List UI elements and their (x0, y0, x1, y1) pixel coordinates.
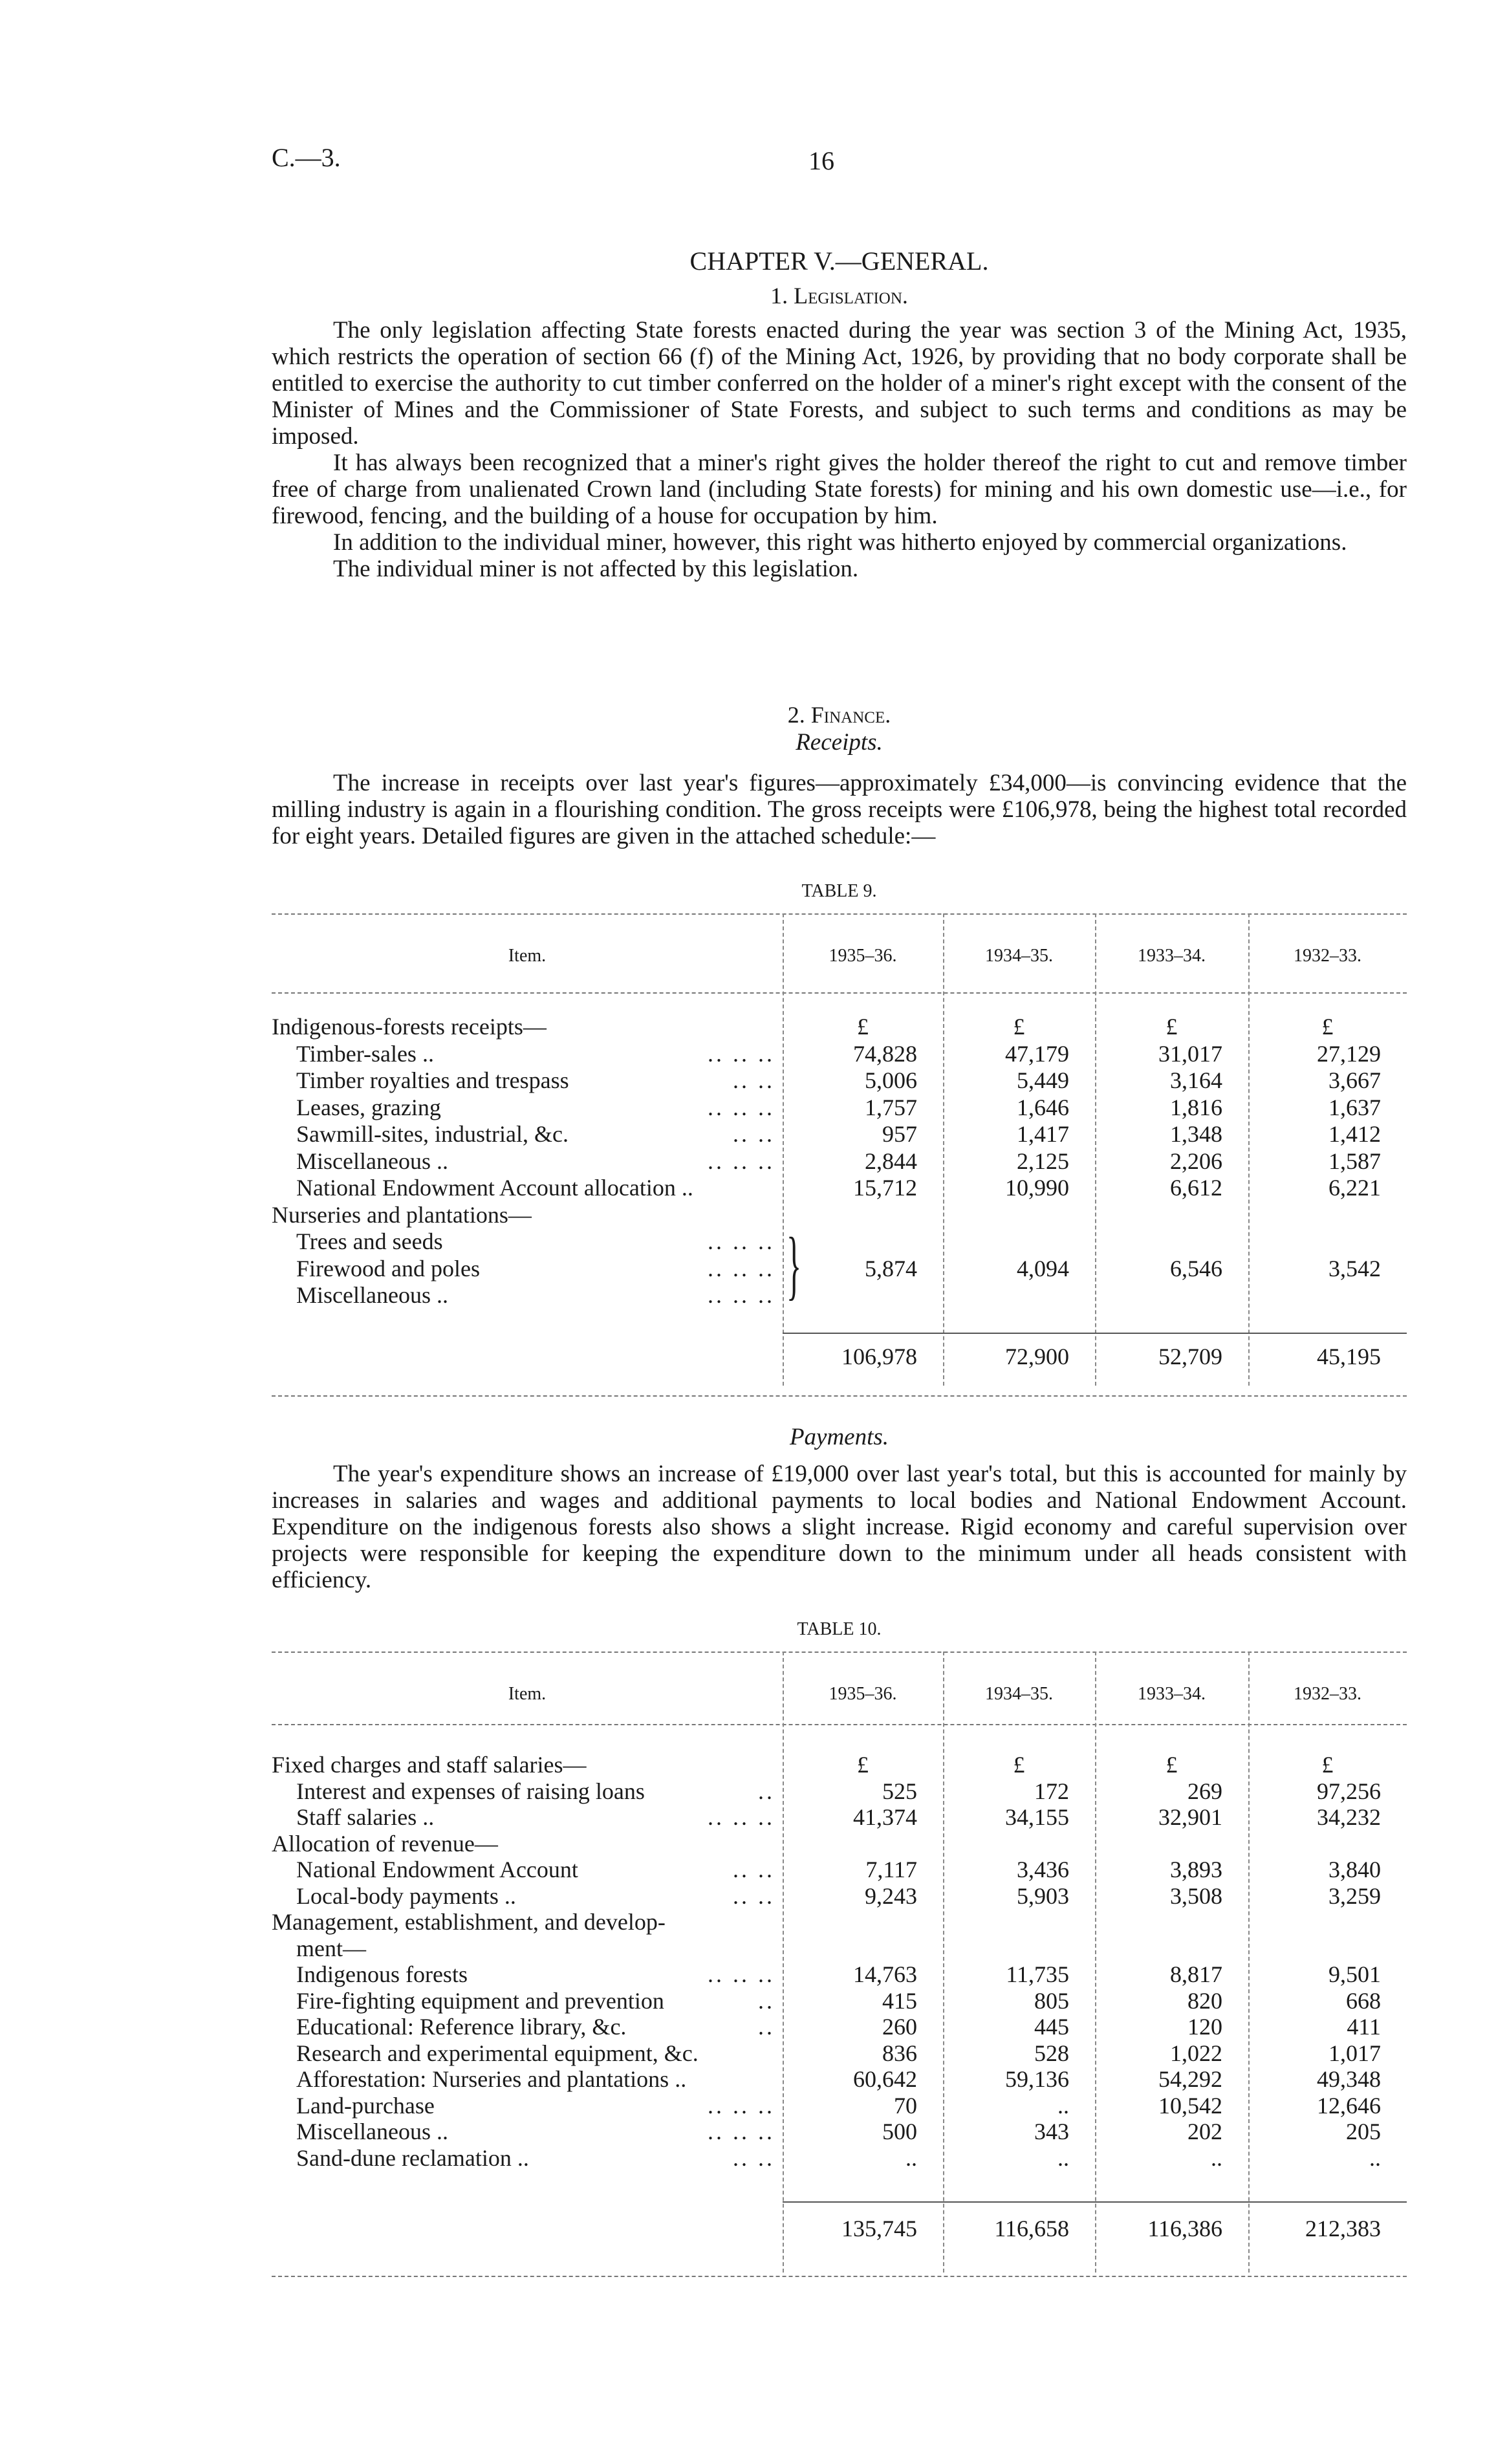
row-label (296, 1883, 783, 1910)
table-top-rule (272, 913, 1407, 915)
cell-value: 47,179 (1005, 1040, 1069, 1067)
cell-value: 668 (1346, 1987, 1381, 2014)
cell-value: 2,125 (1017, 1148, 1069, 1174)
column-header: 1935–36. (829, 946, 897, 966)
cell-value: 445 (1034, 2014, 1069, 2040)
table-bottom-rule (272, 1395, 1407, 1397)
leader-dots: .. .. .. (708, 2119, 775, 2144)
row-label (296, 1778, 783, 1805)
cell-value: 820 (1187, 1987, 1222, 2014)
cell-value: 411 (1347, 2014, 1381, 2040)
row-label-text: Indigenous forests (296, 1961, 468, 1987)
table-row (272, 1014, 1407, 1040)
cell-value: 34,155 (1005, 1804, 1069, 1830)
row-label-text: Fire-fighting equipment and prevention (296, 1987, 664, 2014)
payments-heading: Payments. (789, 1424, 889, 1450)
total-value: 135,745 (841, 2216, 917, 2241)
cell-value: £ (857, 1014, 869, 1040)
leader-dots: .. .. .. (708, 2092, 775, 2119)
cell-value: 60,642 (853, 2066, 917, 2092)
row-label-text: ment— (296, 1935, 366, 1961)
leader-dots: .. .. .. (708, 1804, 775, 1830)
row-label (272, 1752, 783, 1778)
cell-value: 9,243 (865, 1882, 917, 1909)
table-row (272, 1909, 1407, 1935)
leader-dots: .. .. (733, 2144, 775, 2171)
cell-value: .. (1369, 2144, 1381, 2171)
row-label (296, 1961, 783, 1988)
cell-value: 202 (1187, 2119, 1222, 2144)
total-value: 106,978 (841, 1344, 917, 1369)
row-label (296, 2066, 783, 2093)
cell-value: £ (1165, 1014, 1178, 1040)
leader-dots: .. .. .. (708, 1094, 775, 1120)
leader-dots: .. .. (733, 1121, 775, 1147)
table-row (272, 1067, 1407, 1094)
cell-value: 805 (1034, 1987, 1069, 2014)
total-value: 45,195 (1317, 1344, 1381, 1369)
section-heading-finance: 2. Finance. (787, 702, 891, 728)
cell-value: 343 (1034, 2119, 1069, 2144)
cell-value: £ (1321, 1752, 1334, 1778)
cell-value: 12,646 (1317, 2092, 1381, 2119)
row-label (296, 2014, 783, 2040)
row-label (296, 1148, 783, 1175)
leader-dots: .. .. .. (708, 1148, 775, 1174)
total-value: 116,386 (1147, 2216, 1222, 2241)
cell-value: 5,903 (1017, 1882, 1069, 1909)
row-label-text: Miscellaneous .. (296, 1282, 448, 1308)
row-label-text: Indigenous-forests receipts— (272, 1014, 547, 1040)
legislation-text (272, 317, 1407, 582)
row-label-text: Sand-dune reclamation .. (296, 2144, 529, 2171)
row-label (296, 1988, 783, 2014)
table9-title: TABLE 9. (801, 881, 877, 901)
table-row (272, 1804, 1407, 1831)
cell-value: £ (1013, 1752, 1025, 1778)
row-label-text: Timber-sales .. (296, 1040, 434, 1067)
cell-value: 1,417 (1017, 1121, 1069, 1147)
receipts-heading: Receipts. (796, 729, 883, 756)
leader-dots: .. (758, 1778, 775, 1804)
cell-value: 205 (1346, 2119, 1381, 2144)
row-label-text: Firewood and poles (296, 1255, 480, 1281)
cell-value: .. (1057, 2144, 1069, 2171)
cell-value: 41,374 (853, 1804, 917, 1830)
table-row (272, 1095, 1407, 1121)
cell-value: 528 (1034, 2040, 1069, 2066)
table-row (272, 1778, 1407, 1805)
section-heading-legislation: 1. Legislation. (770, 283, 908, 309)
row-label-text: National Endowment Account allocation .. (296, 1175, 693, 1201)
cell-value: 59,136 (1005, 2066, 1069, 2092)
cell-value: £ (857, 1752, 869, 1778)
table-row (272, 1988, 1407, 2014)
cell-value: 1,637 (1328, 1094, 1381, 1120)
cell-value: .. (905, 2144, 917, 2171)
cell-value: 836 (882, 2040, 917, 2066)
row-label-text: Research and experimental equipment, &c. (296, 2040, 699, 2066)
cell-value: 6,221 (1328, 1175, 1381, 1201)
leader-dots: .. .. .. (708, 1040, 775, 1067)
cell-value: 1,587 (1328, 1148, 1381, 1174)
cell-value: 957 (882, 1121, 917, 1147)
document-reference: C.—3. (272, 143, 341, 172)
cell-value: 1,757 (865, 1094, 917, 1120)
row-label (272, 1202, 783, 1228)
cell-value: 3,259 (1328, 1882, 1381, 1909)
table-row (272, 2093, 1407, 2119)
cell-value: 3,436 (1017, 1857, 1069, 1882)
paragraph: The increase in receipts over last year's figures—approximately £34,000—is convincing evidence that the milling industry is again in a flourishing condition. The gross receipts were £106,978, being the highest total recorded for eight years. Detailed figures are given in the attached schedule:— (272, 770, 1407, 849)
paragraph: In addition to the individual miner, however, this right was hitherto enjoyed by commercial organizations. (333, 529, 1347, 556)
table-row (272, 1883, 1407, 1910)
row-label-text: Trees and seeds (296, 1228, 443, 1254)
cell-value: 34,232 (1317, 1804, 1381, 1830)
row-label-text: Timber royalties and trespass (296, 1067, 569, 1093)
table-row (272, 1831, 1407, 1857)
table-bottom-rule (272, 2276, 1407, 2277)
cell-value: 7,117 (865, 1857, 917, 1882)
row-label-text: Miscellaneous .. (296, 2119, 448, 2144)
cell-value: 1,022 (1170, 2040, 1222, 2066)
cell-value: 49,348 (1317, 2066, 1381, 2092)
table-row (272, 1148, 1407, 1175)
leader-dots: .. .. .. (708, 1228, 775, 1254)
cell-value: 97,256 (1317, 1778, 1381, 1804)
cell-value: 1,412 (1328, 1121, 1381, 1147)
row-label (296, 2145, 783, 2172)
paragraph: The individual miner is not affected by this legislation. (333, 556, 859, 582)
table-row (272, 1961, 1407, 1988)
paragraph: The year's expenditure shows an increase of £19,000 over last year's total, but this is accounted for mainly by increases in salaries and wages and additional payments to local bodies and National Endowment Account. Expenditure on the indigenous forests also shows a slight increase. Rigid economy and careful supervision over projects were responsible for keeping the expenditure down to the minimum under all heads consistent with efficiency. (272, 1461, 1407, 1593)
row-label (272, 1831, 783, 1857)
row-label-text: Nurseries and plantations— (272, 1201, 532, 1228)
row-label (296, 1282, 783, 1309)
cell-value: 1,017 (1328, 2040, 1381, 2066)
cell-value: 8,817 (1170, 1961, 1222, 1987)
table-row (272, 1282, 1407, 1309)
column-header: 1932–33. (1294, 1684, 1361, 1704)
paragraph: It has always been recognized that a miner's right gives the holder thereof the right to cut and remove timber free of charge from unalienated Crown land (including State forests) for mining and his own domestic use—i.e., for firewood, fencing, and the building of a house for occupation by him. (272, 450, 1407, 529)
cell-value: 31,017 (1158, 1040, 1222, 1067)
cell-value: £ (1013, 1014, 1025, 1040)
cell-value: 3,840 (1328, 1857, 1381, 1882)
table9 (272, 913, 1407, 1405)
totals-row (272, 2216, 1407, 2242)
cell-value: 5,874 (865, 1255, 917, 1281)
cell-value: 3,508 (1170, 1882, 1222, 1909)
leader-dots: .. .. .. (708, 1282, 775, 1308)
leader-dots: .. .. (733, 1882, 775, 1909)
totals-row (272, 1344, 1407, 1370)
cell-value: 5,449 (1017, 1067, 1069, 1093)
cell-value: 10,542 (1158, 2092, 1222, 2119)
cell-value: 2,206 (1170, 1148, 1222, 1174)
cell-value: 54,292 (1158, 2066, 1222, 2092)
cell-value: 27,129 (1317, 1040, 1381, 1067)
row-label (296, 1228, 783, 1255)
row-label (296, 2040, 783, 2067)
column-header: 1933–34. (1138, 946, 1206, 966)
payments-text (272, 1461, 1407, 1593)
header-rule (272, 1724, 1407, 1725)
cell-value: 3,164 (1170, 1067, 1222, 1093)
row-label-text: Sawmill-sites, industrial, &c. (296, 1121, 569, 1147)
cell-value: .. (1057, 2092, 1069, 2119)
cell-value: 415 (882, 1987, 917, 2014)
cell-value: 32,901 (1158, 1804, 1222, 1830)
cell-value: 6,546 (1170, 1255, 1222, 1281)
row-label-text: Miscellaneous .. (296, 1148, 448, 1174)
column-header: 1933–34. (1138, 1684, 1206, 1704)
totals-rule (783, 1333, 1407, 1334)
row-label-text: Management, establishment, and develop- (272, 1909, 666, 1935)
total-value: 72,900 (1005, 1344, 1069, 1369)
cell-value: 1,348 (1170, 1121, 1222, 1147)
total-value: 212,383 (1305, 2216, 1381, 2241)
table-row (272, 1857, 1407, 1883)
row-label (296, 1256, 783, 1282)
cell-value: 525 (882, 1778, 917, 1804)
cell-value: 3,667 (1328, 1067, 1381, 1093)
row-label (296, 1041, 783, 1067)
cell-value: 10,990 (1005, 1175, 1069, 1201)
cell-value: .. (1211, 2144, 1222, 2171)
row-label-text: Allocation of revenue— (272, 1830, 498, 1857)
leader-dots: .. (758, 2014, 775, 2040)
table-row (272, 1935, 1407, 1962)
row-label (272, 1014, 783, 1040)
table-row (272, 1041, 1407, 1067)
leader-dots: .. .. .. (708, 1961, 775, 1987)
row-label (296, 1175, 783, 1201)
column-header: Item. (508, 1684, 547, 1704)
receipts-text (272, 770, 1407, 849)
row-label-text: Staff salaries .. (296, 1804, 435, 1830)
table-row (272, 1202, 1407, 1228)
row-label (296, 1067, 783, 1094)
table-row (272, 1175, 1407, 1201)
leader-dots: .. .. .. (708, 1255, 775, 1281)
column-header: 1935–36. (829, 1684, 897, 1704)
row-label-text: National Endowment Account (296, 1857, 578, 1882)
table-row (272, 2014, 1407, 2040)
cell-value: 4,094 (1017, 1255, 1069, 1281)
table-row (272, 1256, 1407, 1282)
column-header: Item. (508, 946, 547, 966)
row-label-text: Fixed charges and staff salaries— (272, 1752, 587, 1778)
cell-value: 260 (882, 2014, 917, 2040)
cell-value: 5,006 (865, 1067, 917, 1093)
brace-symbol: } (786, 1221, 802, 1307)
cell-value: 74,828 (853, 1040, 917, 1067)
paragraph: The only legislation affecting State forests enacted during the year was section 3 of the Mining Act, 1935, which restricts the operation of section 66 (f) of the Mining Act, 1926, by providing that no body corporate shall be entitled to exercise the authority to cut timber conferred on the holder of a miner's right except with the consent of the Minister of Mines and the Commissioner of State Forests, and subject to such terms and conditions as may be imposed. (272, 317, 1407, 450)
column-header: 1934–35. (985, 1684, 1053, 1704)
chapter-title: CHAPTER V.—GENERAL. (689, 246, 989, 276)
cell-value: 3,893 (1170, 1857, 1222, 1882)
row-label-text: Afforestation: Nurseries and plantations .. (296, 2066, 687, 2092)
cell-value: 120 (1187, 2014, 1222, 2040)
cell-value: 3,542 (1328, 1255, 1381, 1281)
row-label (272, 1909, 783, 1935)
cell-value: 70 (894, 2092, 917, 2119)
column-header: 1932–33. (1294, 946, 1361, 966)
cell-value: 15,712 (853, 1175, 917, 1201)
total-value: 52,709 (1158, 1344, 1222, 1369)
leader-dots: .. (758, 1987, 775, 2014)
column-header: 1934–35. (985, 946, 1053, 966)
table-row (272, 1752, 1407, 1778)
cell-value: 9,501 (1328, 1961, 1381, 1987)
row-label (296, 1935, 783, 1962)
cell-value: 2,844 (865, 1148, 917, 1174)
header-rule (272, 992, 1407, 994)
row-label-text: Educational: Reference library, &c. (296, 2014, 627, 2040)
cell-value: 1,816 (1170, 1094, 1222, 1120)
row-label (296, 1121, 783, 1148)
row-label (296, 1804, 783, 1831)
cell-value: £ (1321, 1014, 1334, 1040)
leader-dots: .. .. (733, 1067, 775, 1093)
cell-value: 6,612 (1170, 1175, 1222, 1201)
cell-value: £ (1165, 1752, 1178, 1778)
cell-value: 500 (882, 2119, 917, 2144)
row-label-text: Local-body payments .. (296, 1882, 516, 1909)
leader-dots: .. .. (733, 1857, 775, 1882)
row-label (296, 1095, 783, 1121)
cell-value: 269 (1187, 1778, 1222, 1804)
table10-title: TABLE 10. (797, 1619, 882, 1639)
row-label (296, 2093, 783, 2119)
row-label-text: Leases, grazing (296, 1094, 441, 1120)
cell-value: 14,763 (853, 1961, 917, 1987)
cell-value: 172 (1034, 1778, 1069, 1804)
cell-value: 11,735 (1006, 1961, 1069, 1987)
cell-value: 1,646 (1017, 1094, 1069, 1120)
page-number: 16 (808, 146, 834, 175)
row-label-text: Land-purchase (296, 2092, 435, 2119)
table-row (272, 2145, 1407, 2172)
row-label (296, 2119, 783, 2145)
totals-rule (783, 2201, 1407, 2203)
table-top-rule (272, 1652, 1407, 1653)
table10 (272, 1652, 1407, 2285)
row-label (296, 1857, 783, 1883)
table-row (272, 1121, 1407, 1148)
table-row (272, 2119, 1407, 2145)
table-row (272, 2040, 1407, 2067)
row-label-text: Interest and expenses of raising loans (296, 1778, 645, 1804)
table-row (272, 2066, 1407, 2093)
total-value: 116,658 (994, 2216, 1069, 2241)
